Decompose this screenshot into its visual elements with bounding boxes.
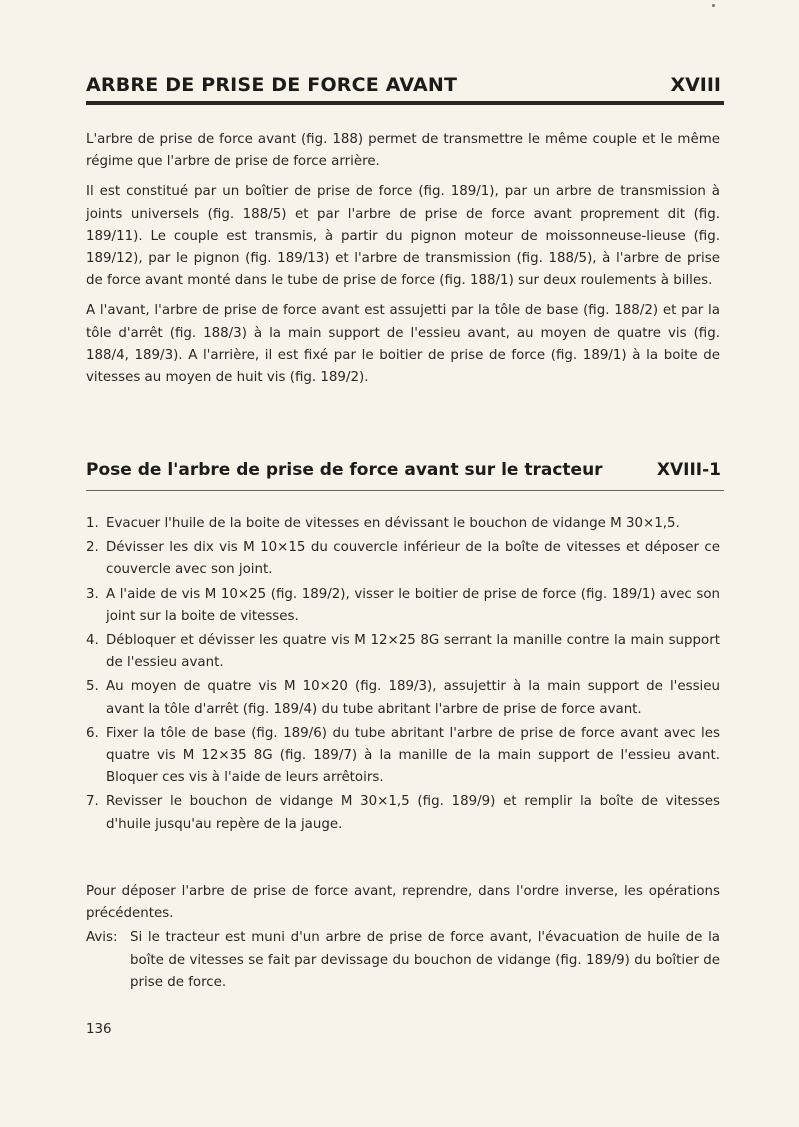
intro-paragraph: A l'avant, l'arbre de prise de force avant est assujetti par la tôle de base (fig. 188/2) et par la tôle d'arrêt (fig. 188/3) à la main support de l'essieu avant, au moyen de quatre vis (fig. 188/4, 189/3). A l'arrière, il est fixé par le boitier de prise de force (fig. 189/1) à la boite de vitesses au moyen de huit vis (fig. 189/2). <box>86 303 720 386</box>
procedure-steps <box>86 513 720 838</box>
section-rule <box>86 490 724 491</box>
note-text: Si le tracteur est muni d'un arbre de prise de force avant, l'évacuation de huile de la boîte de vitesses se fait par devissage du bouchon de vidange (fig. 189/9) du boîtier de prise de force. <box>130 930 720 990</box>
step-number: 4. <box>86 633 99 649</box>
step-item <box>86 584 720 628</box>
intro-paragraph: L'arbre de prise de force avant (fig. 188) permet de transmettre le même couple et le même régime que l'arbre de prise de force arrière. <box>86 132 720 170</box>
step-number: 2. <box>86 540 99 556</box>
step-text: Au moyen de quatre vis M 10×20 (fig. 189/3), assujettir à la main support de l'essieu avant la tôle d'arrêt (fig. 189/4) du tube abritant l'arbre de prise de force avant. <box>106 679 720 717</box>
step-item <box>86 630 720 674</box>
paper-speck <box>712 4 715 7</box>
step-item <box>86 791 720 835</box>
step-text: Evacuer l'huile de la boite de vitesses en dévissant le bouchon de vidange M 30×1,5. <box>106 516 680 531</box>
chapter-title: ARBRE DE PRISE DE FORCE AVANT <box>86 74 458 96</box>
step-item <box>86 537 720 581</box>
header-rule <box>86 101 724 105</box>
step-text: Revisser le bouchon de vidange M 30×1,5 (fig. 189/9) et remplir la boîte de vitesses d'huile jusqu'au repère de la jauge. <box>106 794 720 832</box>
step-text: Fixer la tôle de base (fig. 189/6) du tube abritant l'arbre de prise de force avant avec les quatre vis M 12×35 8G (fig. 189/7) à la manille de la main support de l'essieu avant. Bloquer ces vis à l'aide de leurs arrêtoirs. <box>106 725 720 786</box>
chapter-number: XVIII <box>670 74 721 96</box>
note-label: Avis: <box>86 930 118 946</box>
step-number: 6. <box>86 725 99 741</box>
step-item <box>86 676 720 720</box>
section-number: XVIII-1 <box>656 460 721 480</box>
intro-text <box>86 129 720 397</box>
page-number: 136 <box>86 1022 112 1037</box>
step-text: A l'aide de vis M 10×25 (fig. 189/2), visser le boitier de prise de force (fig. 189/1) avec son joint sur la boite de vitesses. <box>106 586 720 624</box>
step-number: 5. <box>86 679 99 695</box>
step-number: 1. <box>86 516 99 531</box>
step-number: 7. <box>86 794 99 810</box>
step-item <box>86 723 720 790</box>
closing-block <box>86 881 720 994</box>
step-item <box>86 513 720 535</box>
step-text: Dévisser les dix vis M 10×15 du couvercle inférieur de la boîte de vitesses et déposer ce couvercle avec son joint. <box>106 540 720 578</box>
section-title: Pose de l'arbre de prise de force avant sur le tracteur <box>86 460 603 480</box>
step-number: 3. <box>86 586 99 602</box>
note <box>86 927 720 994</box>
step-text: Débloquer et dévisser les quatre vis M 12×25 8G serrant la manille contre la main support de l'essieu avant. <box>106 633 720 671</box>
intro-paragraph: Il est constitué par un boîtier de prise de force (fig. 189/1), par un arbre de transmission à joints universels (fig. 188/5) et par l'arbre de prise de force avant proprement dit (fig. 189/11). Le couple est transmis, à partir du pignon moteur de moissonneuse-lieuse (fig. 189/12), par le pignon (fig. 189/13) et l'arbre de transmission (fig. 188/5), à l'arbre de prise de force avant monté dans le tube de prise de force (fig. 188/1) sur deux roulements à billes. <box>86 184 720 289</box>
closing-paragraph: Pour déposer l'arbre de prise de force avant, reprendre, dans l'ordre inverse, les opérations précédentes. <box>86 884 720 922</box>
